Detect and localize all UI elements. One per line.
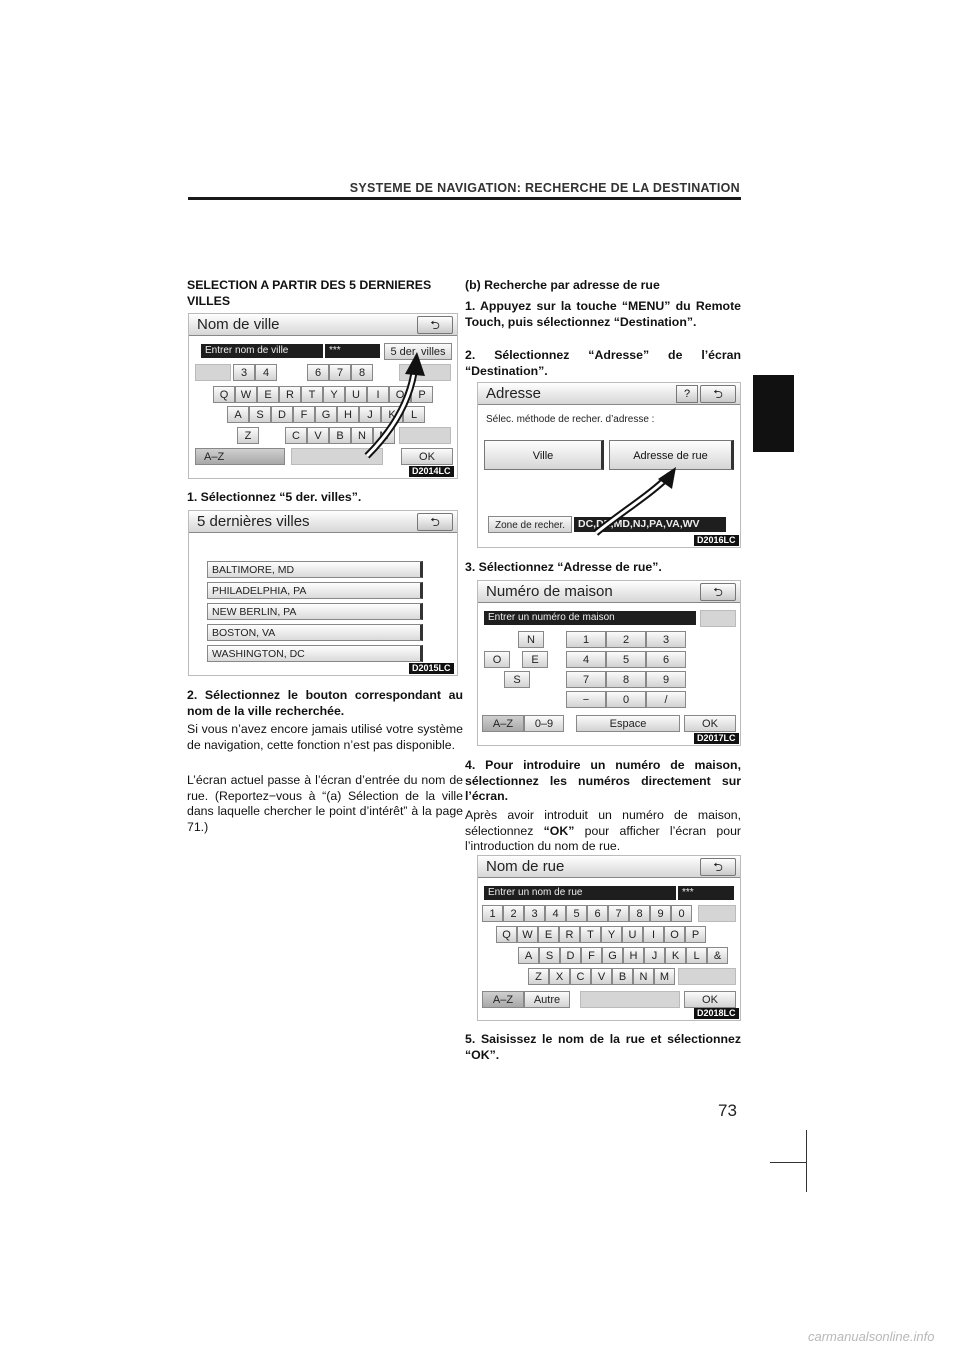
screen-title: Numéro de maison: [478, 581, 740, 603]
screen-title: Nom de rue: [478, 856, 740, 878]
digit-key[interactable]: 9: [646, 671, 686, 688]
key[interactable]: 2: [503, 905, 524, 922]
az-button[interactable]: A–Z: [482, 715, 524, 732]
direction-key[interactable]: N: [518, 631, 544, 648]
key[interactable]: 3: [233, 364, 255, 381]
key[interactable]: L: [403, 406, 425, 423]
digit-key[interactable]: 8: [606, 671, 646, 688]
key[interactable]: N: [633, 968, 654, 985]
key[interactable]: 1: [482, 905, 503, 922]
city-item[interactable]: BOSTON, VA: [207, 624, 423, 641]
crop-mark: [806, 1130, 807, 1192]
digit-key[interactable]: 7: [566, 671, 606, 688]
step-1: 1. Sélectionnez “5 der. villes”.: [187, 490, 362, 504]
ok-button[interactable]: OK: [684, 715, 736, 732]
key[interactable]: V: [591, 968, 612, 985]
back-icon[interactable]: ⮌: [700, 583, 736, 601]
figure-code: D2017LC: [694, 733, 739, 744]
disabled-key: [678, 968, 736, 985]
section-tab: [753, 375, 794, 452]
help-button[interactable]: ?: [676, 385, 698, 403]
key[interactable]: X: [549, 968, 570, 985]
screen-title: 5 dernières villes: [189, 511, 457, 533]
watermark: carmanualsonline.info: [808, 1329, 935, 1344]
key[interactable]: W: [517, 926, 538, 943]
key[interactable]: M: [654, 968, 675, 985]
key[interactable]: G: [315, 406, 337, 423]
space-button[interactable]: Espace: [576, 715, 680, 732]
screen-address: [477, 382, 741, 548]
pointer-arrow-icon: [189, 314, 457, 478]
key[interactable]: E: [257, 386, 279, 403]
screen-house-number: [477, 580, 741, 746]
key[interactable]: Z: [237, 427, 259, 444]
key[interactable]: 6: [307, 364, 329, 381]
step-r2: 2. Sélectionnez “Adresse” de l’écran “Destination”.: [465, 348, 741, 378]
crop-mark: [770, 1162, 806, 1163]
figure-code: D2018LC: [694, 1008, 739, 1019]
key[interactable]: C: [570, 968, 591, 985]
key[interactable]: 3: [524, 905, 545, 922]
key[interactable]: Q: [213, 386, 235, 403]
figure-code: D2015LC: [409, 663, 454, 674]
screen-recent-cities: [188, 510, 458, 676]
key[interactable]: K: [665, 947, 686, 964]
key[interactable]: 8: [629, 905, 650, 922]
digits-tab[interactable]: 0–9: [524, 715, 564, 732]
key[interactable]: K: [381, 406, 403, 423]
key[interactable]: H: [337, 406, 359, 423]
key[interactable]: H: [623, 947, 644, 964]
direction-key[interactable]: O: [484, 651, 510, 668]
back-icon[interactable]: ⮌: [700, 858, 736, 876]
key[interactable]: M: [373, 427, 395, 444]
direction-key[interactable]: E: [522, 651, 548, 668]
screen-city-name: [188, 313, 458, 479]
city-button[interactable]: Ville: [484, 440, 604, 470]
other-button[interactable]: Autre: [524, 991, 570, 1008]
key[interactable]: &: [707, 947, 728, 964]
key[interactable]: A: [227, 406, 249, 423]
city-item[interactable]: WASHINGTON, DC: [207, 645, 423, 662]
key[interactable]: I: [643, 926, 664, 943]
screen-street-name: [477, 855, 741, 1021]
key[interactable]: S: [539, 947, 560, 964]
paragraph-2: L’écran actuel passe à l’écran d’entrée du nom de rue. (Reportez−vous à “(a) Sélection de la ville dans laquelle chercher le point d’intérêt” à la page 71.): [187, 773, 463, 834]
key[interactable]: E: [538, 926, 559, 943]
key[interactable]: Y: [323, 386, 345, 403]
key[interactable]: P: [411, 386, 433, 403]
search-zone-value: DC,DE,MD,NJ,PA,VA,WV: [574, 517, 726, 532]
key[interactable]: A: [518, 947, 539, 964]
key[interactable]: U: [622, 926, 643, 943]
city-stars: ***: [325, 344, 380, 358]
direction-key[interactable]: S: [504, 671, 530, 688]
back-icon[interactable]: ⮌: [417, 316, 453, 334]
paragraph-4: Après avoir introduit un numéro de maison, sélectionnez “OK” pour afficher l’écran pour l’introduction du nom de rue.: [465, 808, 742, 853]
street-input[interactable]: Entrer un nom de rue: [484, 886, 676, 900]
key[interactable]: 9: [650, 905, 671, 922]
city-item[interactable]: BALTIMORE, MD: [207, 561, 423, 578]
recent-cities-button[interactable]: 5 der. villes: [384, 343, 452, 360]
az-button[interactable]: A–Z: [482, 991, 524, 1008]
key[interactable]: U: [345, 386, 367, 403]
key[interactable]: T: [580, 926, 601, 943]
digit-key[interactable]: 1: [566, 631, 606, 648]
city-item[interactable]: PHILADELPHIA, PA: [207, 582, 423, 599]
digit-key[interactable]: 0: [606, 691, 646, 708]
key[interactable]: D: [560, 947, 581, 964]
digit-key[interactable]: 6: [646, 651, 686, 668]
page-number: 73: [718, 1101, 737, 1120]
search-zone-button[interactable]: Zone de recher.: [488, 516, 572, 533]
key[interactable]: F: [581, 947, 602, 964]
az-button[interactable]: A–Z: [195, 448, 285, 465]
key[interactable]: P: [685, 926, 706, 943]
disabled-key: [700, 610, 736, 627]
pointer-arrow-icon: [478, 383, 740, 547]
key[interactable]: D: [271, 406, 293, 423]
disabled-key: [580, 991, 680, 1008]
step-2: 2. Sélectionnez le bouton correspondant au nom de la ville recherchée.: [187, 688, 463, 718]
key[interactable]: L: [686, 947, 707, 964]
key[interactable]: T: [301, 386, 323, 403]
back-icon[interactable]: ⮌: [417, 513, 453, 531]
key[interactable]: B: [329, 427, 351, 444]
key[interactable]: R: [279, 386, 301, 403]
key[interactable]: W: [235, 386, 257, 403]
key[interactable]: Z: [528, 968, 549, 985]
back-icon[interactable]: ⮌: [700, 385, 736, 403]
key[interactable]: 4: [255, 364, 277, 381]
figure-code: D2014LC: [409, 466, 454, 477]
key[interactable]: R: [559, 926, 580, 943]
digit-key[interactable]: −: [566, 691, 606, 708]
key[interactable]: J: [644, 947, 665, 964]
key[interactable]: Q: [496, 926, 517, 943]
screen-title: Adresse: [478, 383, 740, 405]
key[interactable]: 7: [608, 905, 629, 922]
digit-key[interactable]: 5: [606, 651, 646, 668]
street-address-button[interactable]: Adresse de rue: [609, 440, 734, 470]
ok-button[interactable]: OK: [684, 991, 736, 1008]
key[interactable]: Y: [601, 926, 622, 943]
section-title: SELECTION A PARTIR DES 5 DERNIERES VILLES: [187, 278, 432, 308]
running-header: SYSTEME DE NAVIGATION: RECHERCHE DE LA DESTINATION: [349, 181, 740, 192]
key[interactable]: 4: [545, 905, 566, 922]
key[interactable]: O: [664, 926, 685, 943]
digit-key[interactable]: 4: [566, 651, 606, 668]
ok-button[interactable]: OK: [401, 448, 453, 465]
street-stars: ***: [678, 886, 734, 900]
digit-key[interactable]: 3: [646, 631, 686, 648]
header-rule: [188, 197, 741, 200]
digit-key[interactable]: 2: [606, 631, 646, 648]
key[interactable]: 0: [671, 905, 692, 922]
key[interactable]: F: [293, 406, 315, 423]
city-input[interactable]: Entrer nom de ville: [201, 344, 323, 358]
screen-title: Nom de ville: [189, 314, 457, 336]
step-r5: 5. Saisissez le nom de la rue et sélectionnez “OK”.: [465, 1032, 741, 1062]
step-r3: 3. Sélectionnez “Adresse de rue”.: [465, 560, 662, 574]
key[interactable]: N: [351, 427, 373, 444]
disabled-key: [698, 905, 736, 922]
step-r4: 4. Pour introduire un numéro de maison, sélectionnez les numéros directement sur l’écran.: [465, 758, 741, 803]
key[interactable]: 8: [351, 364, 373, 381]
key[interactable]: S: [249, 406, 271, 423]
key[interactable]: O: [389, 386, 411, 403]
key[interactable]: G: [602, 947, 623, 964]
key[interactable]: 5: [566, 905, 587, 922]
key[interactable]: V: [307, 427, 329, 444]
key[interactable]: I: [367, 386, 389, 403]
digit-key[interactable]: /: [646, 691, 686, 708]
paragraph-1: Si vous n’avez encore jamais utilisé votre système de navigation, cette fonction n’est pas disponible.: [187, 722, 463, 752]
key[interactable]: 7: [329, 364, 351, 381]
city-item[interactable]: NEW BERLIN, PA: [207, 603, 423, 620]
key[interactable]: J: [359, 406, 381, 423]
figure-code: D2016LC: [694, 535, 739, 546]
key[interactable]: 6: [587, 905, 608, 922]
house-number-input[interactable]: Entrer un numéro de maison: [484, 611, 696, 625]
method-prompt: Sélec. méthode de recher. d’adresse :: [486, 414, 655, 425]
key[interactable]: C: [285, 427, 307, 444]
subsection-b: (b) Recherche par adresse de rue: [465, 278, 660, 292]
key[interactable]: B: [612, 968, 633, 985]
step-r1: 1. Appuyez sur la touche “MENU” du Remote Touch, puis sélectionnez “Destination”.: [465, 299, 741, 329]
